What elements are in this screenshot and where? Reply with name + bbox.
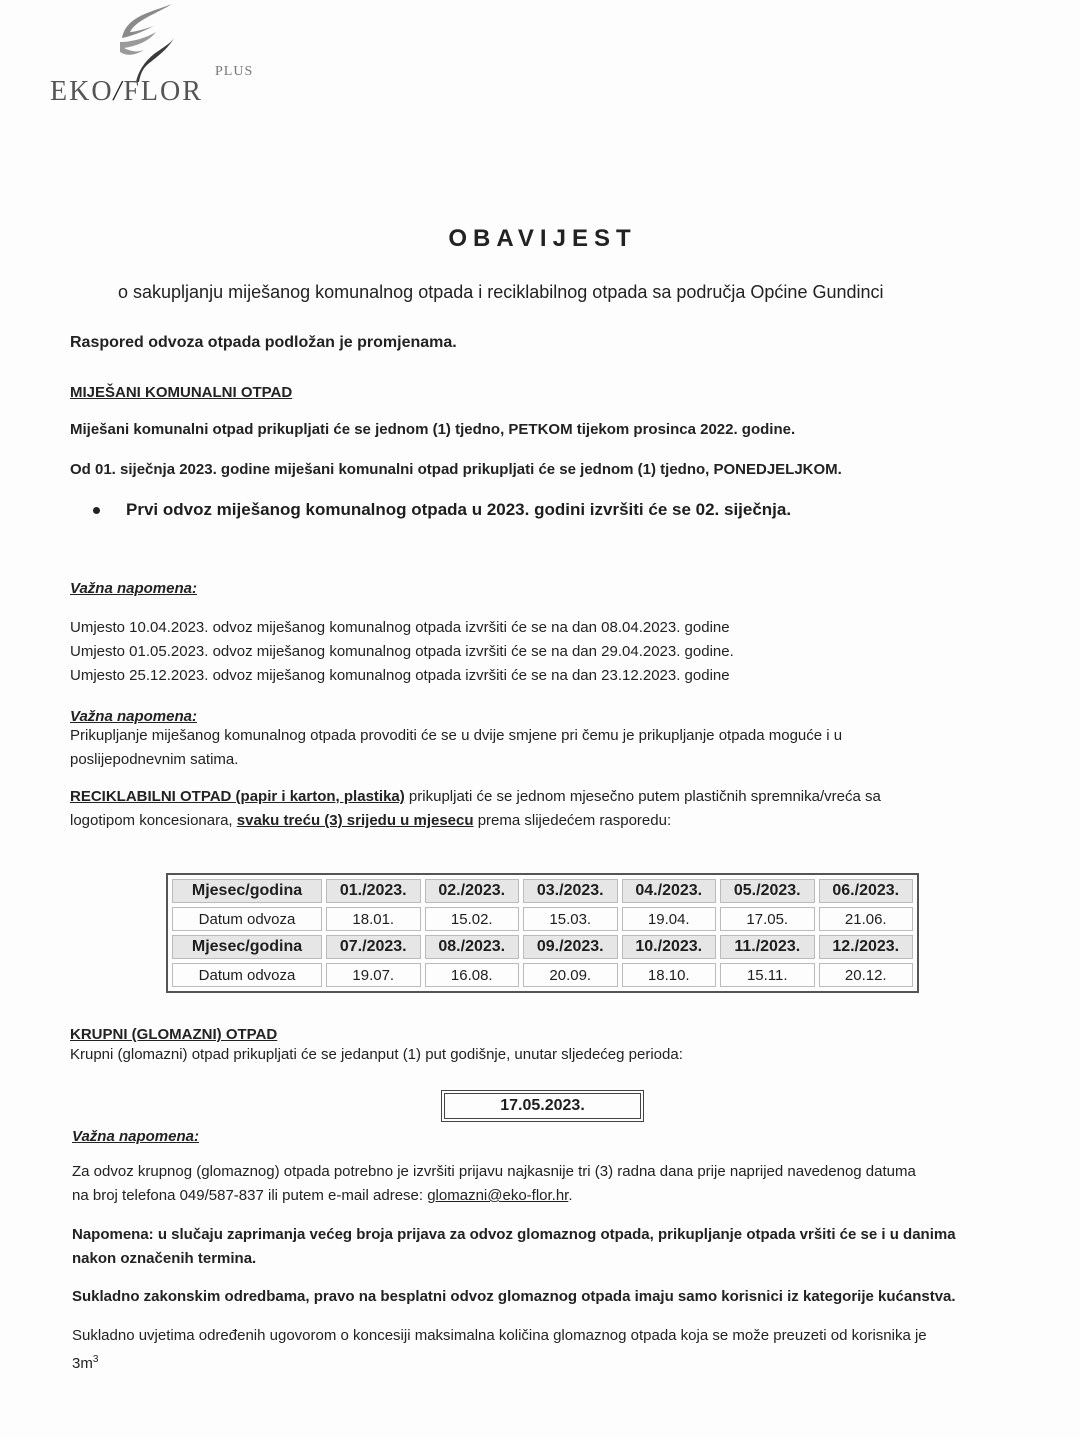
first-pickup-bullet [93, 500, 791, 520]
date-cell: 18.01. [326, 907, 421, 931]
date-cell: 20.09. [523, 963, 618, 987]
date-cell: 17.05. [720, 907, 815, 931]
logo-plus: PLUS [215, 64, 254, 79]
table-row-dates [172, 963, 913, 987]
date-cell: 16.08. [425, 963, 520, 987]
bulky-pickup-date: 17.05.2023. [444, 1093, 641, 1119]
date-cell: 15.11. [720, 963, 815, 987]
bulky-waste-intro: Krupni (glomazni) otpad prikupljati će se jedanput (1) put godišnje, unutar sljedećeg perioda: [70, 1046, 683, 1063]
row-label: Mjesec/godina [172, 935, 322, 959]
legal-note: Sukladno zakonskim odredbama, pravo na besplatni odvoz glomaznog otpada imaju samo korisnici iz kategorije kućanstva. [72, 1288, 956, 1305]
date-cell: 18.10. [622, 963, 717, 987]
holiday-change-item: Umjesto 01.05.2023. odvoz miješanog komunalnog otpada izvršiti će se na dan 29.04.2023. godine. [70, 643, 734, 660]
month-cell: 12./2023. [819, 935, 914, 959]
holiday-change-item: Umjesto 10.04.2023. odvoz miješanog komunalnog otpada izvršiti će se na dan 08.04.2023. godine [70, 619, 730, 636]
concession-line-1: Sukladno uvjetima određenih ugovorom o koncesiji maksimalna količina glomaznog otpada koja se može preuzeti od korisnika je [72, 1327, 927, 1344]
logo-flor: FLOR [123, 76, 203, 107]
month-cell: 09./2023. [523, 935, 618, 959]
bulky-volume-note-line-1: Napomena: u slučaju zaprimanja većeg broja prijava za odvoz glomaznog otpada, prikupljanje otpada vršiti će se i u danima [72, 1226, 956, 1243]
month-cell: 11./2023. [720, 935, 815, 959]
punctuation: . [568, 1187, 573, 1204]
bulky-volume-note-line-2: nakon označenih termina. [72, 1250, 257, 1267]
holiday-change-item: Umjesto 25.12.2023. odvoz miješanog komunalnog otpada izvršiti će se na dan 23.12.2023. godine [70, 667, 730, 684]
mixed-waste-line-2: Od 01. siječnja 2023. godine miješani komunalni otpad prikupljati će se jednom (1) tjedno, PONEDJELJKOM. [70, 461, 842, 478]
recyclable-text-3: prema slijedećem rasporedu: [473, 812, 672, 829]
mixed-waste-line-1: Miješani komunalni otpad prikupljati će se jednom (1) tjedno, PETKOM tijekom prosinca 2022. godine. [70, 421, 796, 438]
holiday-changes [70, 616, 734, 688]
bullet-icon [93, 507, 100, 514]
row-label: Mjesec/godina [172, 879, 322, 903]
important-note-heading-1: Važna napomena: [70, 580, 197, 597]
first-pickup-text: Prvi odvoz miješanog komunalnog otpada u 2023. godini izvršiti će se 02. siječnja. [126, 500, 792, 519]
max-volume: 3m [72, 1355, 93, 1372]
month-cell: 01./2023. [326, 879, 421, 903]
leaf-logo-icon [112, 2, 192, 82]
recyclable-paragraph [70, 785, 881, 833]
concession-note [72, 1324, 927, 1376]
month-cell: 03./2023. [523, 879, 618, 903]
bulky-contact-line-1: Za odvoz krupnog (glomaznog) otpada potrebno je izvršiti prijavu najkasnije tri (3) radna dana prije naprijed navedenog datuma [72, 1163, 916, 1180]
month-cell: 02./2023. [425, 879, 520, 903]
date-cell: 20.12. [819, 963, 914, 987]
eko-flor-logo [50, 0, 254, 110]
month-cell: 08./2023. [425, 935, 520, 959]
logo-wordmark: EKO/FLOR [50, 76, 203, 107]
shift-note [70, 724, 842, 772]
month-cell: 10./2023. [622, 935, 717, 959]
schedule-change-notice: Raspored odvoza otpada podložan je promjenama. [70, 334, 457, 351]
row-label: Datum odvoza [172, 963, 322, 987]
date-cell: 15.02. [425, 907, 520, 931]
bulky-contact-line-2: na broj telefona 049/587-837 ili putem e-mail adrese: [72, 1187, 428, 1204]
shift-note-line: poslijepodnevnim satima. [70, 751, 239, 768]
recycling-schedule-table [166, 873, 919, 993]
recyclable-text-2: logotipom koncesionara, [70, 812, 237, 829]
table-row-months [172, 935, 913, 959]
date-cell: 21.06. [819, 907, 914, 931]
date-cell: 19.04. [622, 907, 717, 931]
bulky-contact-paragraph [72, 1160, 916, 1208]
shift-note-line: Prikupljanje miješanog komunalnog otpada provoditi će se u dvije smjene pri čemu je prikupljanje otpada moguće i u [70, 727, 843, 744]
month-cell: 04./2023. [622, 879, 717, 903]
mixed-waste-heading: MIJEŠANI KOMUNALNI OTPAD [70, 384, 293, 401]
month-cell: 07./2023. [326, 935, 421, 959]
important-note-heading-3: Važna napomena: [72, 1128, 199, 1145]
row-label: Datum odvoza [172, 907, 322, 931]
important-note-heading-2: Važna napomena: [70, 708, 197, 725]
logo-eko: EKO [50, 76, 114, 107]
date-cell: 15.03. [523, 907, 618, 931]
bulky-volume-note [72, 1223, 956, 1271]
table-row-months [172, 879, 913, 903]
bulky-waste-heading: KRUPNI (GLOMAZNI) OTPAD [70, 1026, 278, 1043]
recyclable-heading: RECIKLABILNI OTPAD (papir i karton, plastika) [70, 788, 405, 805]
date-cell: 19.07. [326, 963, 421, 987]
recyclable-text-1: prikupljati će se jednom mjesečno putem plastičnih spremnika/vreća sa [404, 788, 881, 805]
email-link[interactable]: glomazni@eko-flor.hr [427, 1187, 569, 1204]
recyclable-emphasis: svaku treću (3) srijedu u mjesecu [236, 812, 474, 829]
page-subtitle: o sakupljanju miješanog komunalnog otpada i reciklabilnog otpada sa područja Općine Gundinci [118, 282, 884, 302]
month-cell: 06./2023. [819, 879, 914, 903]
table-row-dates [172, 907, 913, 931]
month-cell: 05./2023. [720, 879, 815, 903]
cubic-superscript: 3 [92, 1354, 99, 1365]
page-title: OBAVIJEST [448, 225, 637, 252]
bulky-pickup-date-box [441, 1090, 644, 1122]
